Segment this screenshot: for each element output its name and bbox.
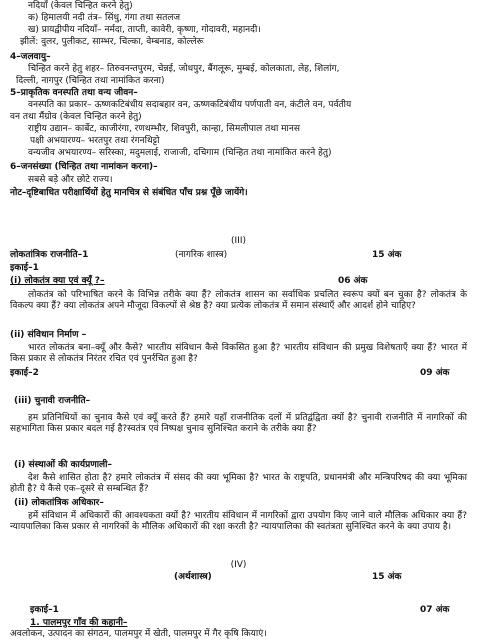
population-heading: 6–जनसंख्या (चिन्हित तथा नामांकन करना)– [10,162,158,172]
wildlife-sanctuaries: वन्यजीव अभयारण्य– सरिस्का, मदुमलाई, राजाजी, दचिगाम (चिन्हित तथा नामांकित करने हेतु) [28,148,332,158]
paragraph-democracy: लोकतंत्र को परिभाषित करने के विभिन्न तरीके क्या हैं? लोकतंत्र शासन का सर्वाधिक प्रचलित स्वरूप क्यों बन चुका है? लोकतंत्र के विकल्प क्या हैं? क्या लोकतंत्र अपने मौजूदा विकल्पों से श्रेष्ठ है? क्या प्रत्येक लोकतंत्र में समान संस्थाएँ और आदर्श होने चाहिए? [10,290,467,311]
topic-1-marks: 06 अंक [338,276,368,286]
population-item: सबसे बड़े और छोटे राज्य। [28,175,113,185]
unit-2-marks: 09 अंक [420,368,450,378]
topic-what-why-democracy: (i) लोकतंत्र क्या एवं क्यूँ ?– [10,276,105,286]
topic-palampur: 1. पालमपुर गाँव की कहानी– [30,618,128,628]
section-4-unit-1: इकाई–1 [30,605,59,615]
paragraph-rights: हमें संविधान में अधिकारों की आवश्यकता क्यों है? भारतीय संविधान में नागरिकों द्वारा उपयोग किए जाने वाले मौलिक अधिकार क्या हैं? न्यायपालिका किस प्रकार से नागरिकों के मौलिक अधिकारों की रक्षा करती है? न्यायपालिका की स्वतंत्रता सुनिश्चित करने के क्या उपाय है। [10,511,467,532]
himalayan-rivers: क) हिमालयी नदी तंत्र– सिंधु, गंगा तथा सतलज [28,13,181,23]
climate-cities-2: दिल्ली, नागपुर (चिन्हित तथा नामांकित करना) [16,76,165,86]
paragraph-institutions: देश कैसे शासित होता है? हमारे लोकतंत्र में संसद की क्या भूमिका है? भारत के राष्ट्रपति, प्रधानमंत्री और मन्त्रिपरिषद की क्या भूमिका होती है? ये कैसे एक–दूसरे से सम्बन्धित हैं? [10,473,467,494]
vegetation-types-1: वनस्पति का प्रकार– ऊष्णकटिबंधीय सदाबहार वन, ऊष्णकटिबंधीय पर्णपाती वन, कंटीले वन, पर्वतीय [28,100,352,110]
climate-heading: 4–जलवायु– [10,52,51,62]
section-4-subject: (अर्थशास्त्र) [174,572,212,582]
note-visually-impaired: नोट–दृष्टिबाधित परीक्षार्थियों हेतु मानचित्र से संबंधित पाँच प्रश्न पूँछे जायेंगे। [10,188,248,198]
topic-institutions: (i) संस्थाओं की कार्यप्रणाली– [14,460,112,470]
section-3-unit-1: इकाई–1 [10,263,39,273]
section-4-marks: 15 अंक [372,572,402,582]
section-4-number: (IV) [230,560,247,570]
vegetation-heading: 5–प्राकृतिक वनस्पति तथा वन्य जीवन– [10,88,138,98]
paragraph-elections: हम प्रतिनिधियों का चुनाव कैसे एवं क्यूँ करते हैं? हमारे यहाँ राजनीतिक दलों में प्रतिद्वंद्विता क्यों है? चुनावी राजनीति में नागरिकों की सहभागिता किस प्रकार बदल गई है?स्वतंत्र एवं निष्पक्ष चुनाव सुनिश्चित कराने के तरीके क्या हैं? [10,413,467,434]
national-parks: राष्ट्रीय उद्यान– कार्बेट, काजीरंगा, रणथम्भौर, शिवपुरी, कान्हा, सिमलीपाल तथा मानस [28,124,300,134]
topic-constitution: (ii) संविधान निर्माण – [10,330,87,340]
section-3-title: लोकतांत्रिक राजनीति–1 [10,250,89,260]
bird-sanctuaries: पक्षी अभयारण्य– भरतपुर तथा रंगनथिट्टो [30,136,160,146]
paragraph-palampur: अवलोकन, उत्पादन का संगठन, पालमपुर में खेती, पालमपुर में गैर कृषि कियाएं। [10,629,267,639]
topic-democratic-rights: (ii) लोकतांत्रिक अधिकार– [14,498,104,508]
rivers-note: नदियाँ (केवल चिन्हित करने हेतु) [28,1,133,11]
section-3-unit-2: इकाई–2 [10,368,39,378]
topic-electoral-politics: (iii) चुनावी राजनीति– [14,396,91,406]
section-3-number: (III) [231,236,246,246]
section-3-subject: (नागरिक शास्त्र) [175,250,228,260]
paragraph-constitution: भारत लोकतंत्र बना–क्यूँ और कैसे? भारतीय संविधान कैसे विकसित हुआ है? भारतीय संविधान की प्रमुख विशेषताएँ क्या हैं? भारत में किस प्रकार से लोकतंत्र निरंतर रचित एवं पुनर्रचित हुआ है? [10,343,467,364]
section-4-unit-1-marks: 07 अंक [420,605,450,615]
vegetation-types-2: वन तथा मैंग्रोव (केवल चिन्हित करने हेतु) [10,112,142,122]
lakes: झीलें: वुलर, पुलीकट, साम्भर, चिल्का, वेम्बनाड, कोल्लेरू [20,37,204,47]
peninsular-rivers: ख) प्रायद्वीपीय नदियाँ– नर्मदा, ताप्ती, कावेरी, कृष्णा, गोदावरी, महानदी। [28,25,261,35]
section-3-marks: 15 अंक [372,250,402,260]
climate-cities-1: चिन्हित करने हेतु शहर– तिरुवनन्तपुरम, चेन्नई, जोधपुर, बैंगलूरू, मुम्बई, कोलकाता, लेह, शिलांग, [28,64,340,74]
